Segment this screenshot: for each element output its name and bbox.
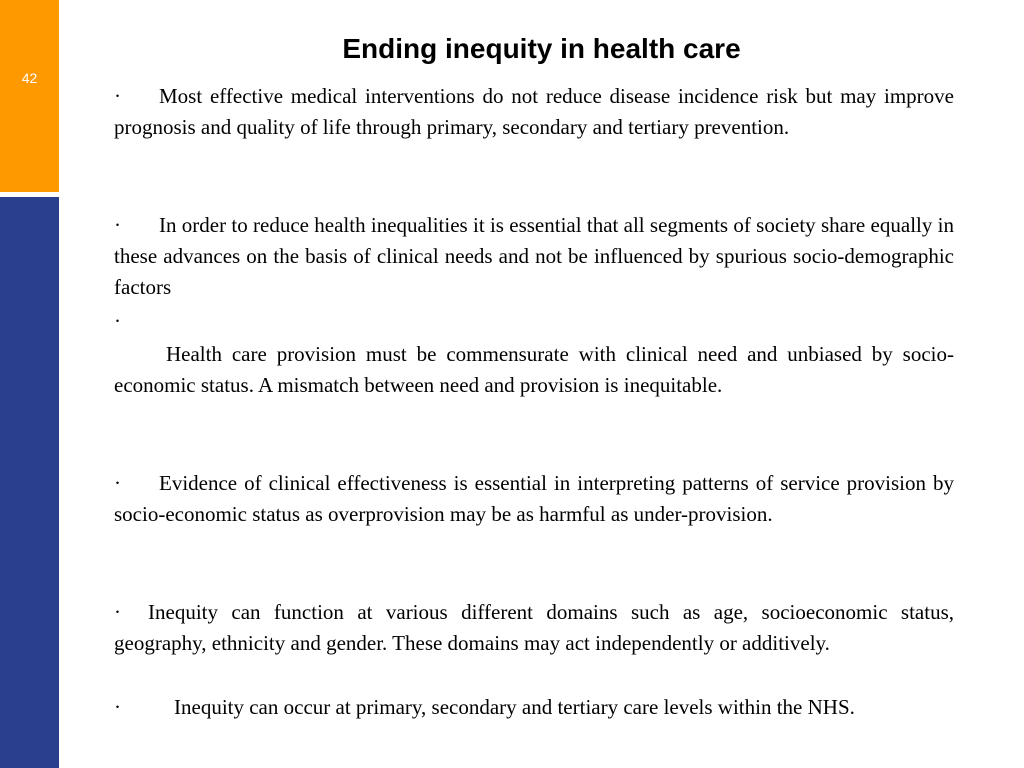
bullet-paragraph	[114, 210, 954, 303]
paragraph-text: Evidence of clinical effectiveness is essential in interpreting patterns of service provision by socio-economic status as overprovision may be as harmful as under-provision.	[114, 471, 954, 526]
bullet-paragraph	[114, 339, 954, 401]
bullet-marker: ·	[114, 309, 121, 333]
slide-number: 42	[21, 70, 38, 86]
paragraph-text: Inequity can occur at primary, secondary and tertiary care levels within the NHS.	[174, 695, 855, 719]
bullet-paragraph	[114, 468, 954, 530]
bullet-marker: ·	[114, 84, 121, 108]
bullet-marker: ·	[114, 695, 121, 719]
bullet-paragraph	[114, 81, 954, 143]
orange-side-bar	[0, 0, 59, 192]
paragraph-text: Most effective medical interventions do not reduce disease incidence risk but may improve prognosis and quality of life through primary, secondary and tertiary prevention.	[114, 84, 954, 139]
bullet-paragraph	[114, 597, 954, 659]
bullet-marker: ·	[114, 213, 121, 237]
paragraph-text: Inequity can function at various different domains such as age, socioeconomic status, geography, ethnicity and gender. These domains may act independently or additively.	[114, 600, 954, 655]
paragraph-text: In order to reduce health inequalities it is essential that all segments of society share equally in these advances on the basis of clinical needs and not be influenced by spurious socio-demographic factors	[114, 213, 954, 299]
slide-title: Ending inequity in health care	[342, 33, 741, 64]
bullet-marker: ·	[114, 600, 121, 624]
blue-side-bar	[0, 197, 59, 768]
paragraph-text: Health care provision must be commensurate with clinical need and unbiased by socio-economic status. A mismatch between need and provision is inequitable.	[114, 342, 954, 397]
bullet-marker: ·	[114, 471, 121, 495]
bullet-paragraph	[114, 306, 954, 337]
bullet-paragraph	[114, 692, 954, 723]
